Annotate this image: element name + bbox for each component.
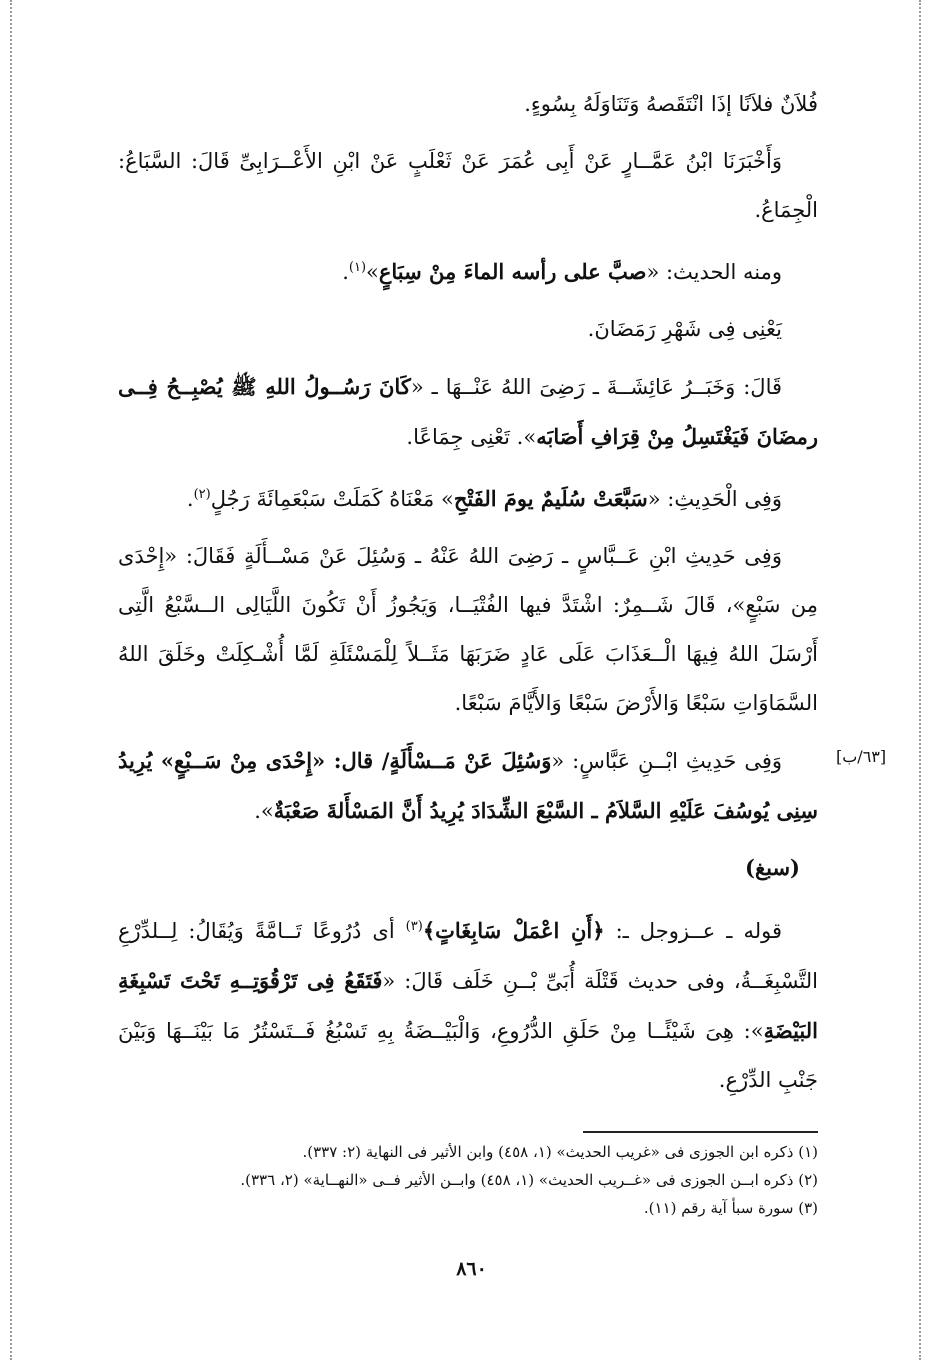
paragraph-9: قوله ـ عــزوجل ـ: ﴿أَنِ اعْمَلْ سَابِغَاتٍ﴾$^{(٣)}$ أى دُرُوعًا تَــامَّةً وَيُقَالُ: لِــلدِّرْعِ التَّسْبِغَــةُ، وفى حديث قَتْلَة أُبَىِّ بْــنِ خَلَف قَالَ: «فَتَقَعُ فِى تَرْقُوَتِــهِ تَحْتَ تَسْبِغَةِ البَيْضَةِ»: هِىَ شَيْئًــا مِنْ حَلَقِ الدُّرُوعِ، وَالْبَيْــضَةُ بِهِ تَسْبُغُ فَــتَسْتُرُ مَا بَيْنَــهَا وَبَيْنَ جَنْبِ الدِّرْعِ. [118,918,818,1092]
paragraph-5: قَالَ: وَخَبَــرُ عَائِشَــةَ ـ رَضِىَ اللهُ عَنْــهَا ـ «كَانَ رَسُــولُ اللهِ ﷺ يُصْبِــحُ فِــى رمضَانَ فَيَغْتَسِلُ مِنْ قِرَافِ أَصَابَه». تَعْنِى جِمَاعًا. [118,374,818,449]
paragraph-4: يَعْنِى فِى شَهْرِ رَمَضَانَ. [587,317,782,341]
hadith-quote: فَتَقَعُ فِى تَرْقُوَتِــهِ تَحْتَ تَسْبِغَةِ البَيْضَةِ [118,968,818,1043]
right-scan-edge [919,0,921,1360]
footnote-3: (٣) سورة سبأ آية رقم (١١). [643,1199,818,1217]
hadith-quote: سَبَّعَتْ سُلَيمٌ يومَ الفَتْحِ [453,486,648,511]
hadith-quote: كَانَ رَسُــولُ اللهِ ﷺ يُصْبِــحُ فِــى رمضَانَ فَيَغْتَسِلُ مِنْ قِرَافِ أَصَابَه [118,374,818,449]
paragraph-7: وَفِى حَدِيثِ ابْنِ عَــبَّاسٍ ـ رَضِىَ اللهُ عَنْهُ ـ وَسُئِلَ عَنْ مَسْــأَلَةٍ فَقَالَ: «إِحْدَى مِن سَبْعٍ»، قَالَ شَــمِرٌ: اشْتَدَّ فيها الفُتْيَــا، وَيَجُوزُ أَنْ تَكُونَ اللَّيَالِى الــسَّبْعُ الَّتِى أَرْسَلَ اللهُ فِيهَا الْــعَذَابَ عَلَى عَادٍ ضَرَبَهَا مَثَــلاً لِلْمَسْئَلَةِ لَمَّا أُشْـكِلَتْ وخَلَقَ اللهُ السَّمَاوَاتِ سَبْعًا وَالأَرْضَ سَبْعًا وَالأَيَّامَ سَبْعًا. [118,544,818,715]
page-body [118,80,818,1225]
footnote-divider [583,1131,818,1133]
hadith-quote: وَسُئِلَ عَنْ مَــسْأَلَةٍ/ قال: «إِحْدَى مِنْ سَــبْعٍ» يُرِيدُ سِنِى يُوسُفَ عَلَيْهِ السَّلاَمُ ـ السَّبْعَ الشِّدَادَ يُرِيدُ أَنَّ المَسْأَلةَ صَعْبَةٌ [118,748,818,823]
hadith-quote: صبَّ على رأسه الماءَ مِنْ سِبَاعٍ [378,259,647,284]
footnote-1: (١) ذكره ابن الجوزى فى «غريب الحديث» (١، ٤٥٨) وابن الأثير فى النهاية (٢: ٣٣٧). [302,1143,818,1161]
footnote-ref-2[interactable]: (٢) [193,487,211,502]
quran-quote: ﴿أَنِ اعْمَلْ سَابِغَاتٍ﴾ [422,918,605,943]
footnote-ref-3[interactable]: (٣) [405,919,423,934]
paragraph-1: فُلاَنٌ فلاَنًا إذَا انْتَقَصهُ وَتَنَاوَلَهُ بِسُوءٍ. [524,92,818,116]
margin-folio-note: [٦٣/ب] [836,747,887,766]
footnote-2: (٢) ذكره ابــن الجوزى فى «غــريب الحديث» (١، ٤٥٨) وابــن الأثير فــى «النهــاية» (٢، ٣٣٦). [240,1171,818,1189]
left-scan-edge [10,0,12,1360]
paragraph-6: وَفِى الْحَدِيثِ: «سَبَّعَتْ سُلَيمٌ يومَ الفَتْحِ» مَعْنَاهُ كَمَلَتْ سَبْعَمِائَةَ رَجُلٍ$^{(٢)}$. [186,486,782,511]
footnote-ref-1[interactable]: (١) [348,260,367,275]
paragraph-2: وَأَخْبَرَنَا ابْنُ عَمَّــارٍ عَنْ أَبِى عُمَرَ عَنْ ثَعْلَبٍ عَنْ ابْنِ الأَعْــرَابِىِّ قَالَ: السَّبَاعُ: الْجِمَاعُ. [118,149,818,222]
paragraph-3: ومنه الحديث: «صبَّ على رأسه الماءَ مِنْ سِبَاعٍ»$^{(١)}$. [342,259,782,284]
section-heading: (سبغ) [745,855,800,880]
page-number: ٨٦٠ [456,1258,487,1280]
paragraph-8: وَفِى حَدِيثِ ابْــنِ عَبَّاسٍ: «وَسُئِلَ عَنْ مَــسْأَلَةٍ/ قال: «إِحْدَى مِنْ سَــبْعٍ» يُرِيدُ سِنِى يُوسُفَ عَلَيْهِ السَّلاَمُ ـ السَّبْعَ الشِّدَادَ يُرِيدُ أَنَّ المَسْأَلةَ صَعْبَةٌ». [118,748,818,823]
